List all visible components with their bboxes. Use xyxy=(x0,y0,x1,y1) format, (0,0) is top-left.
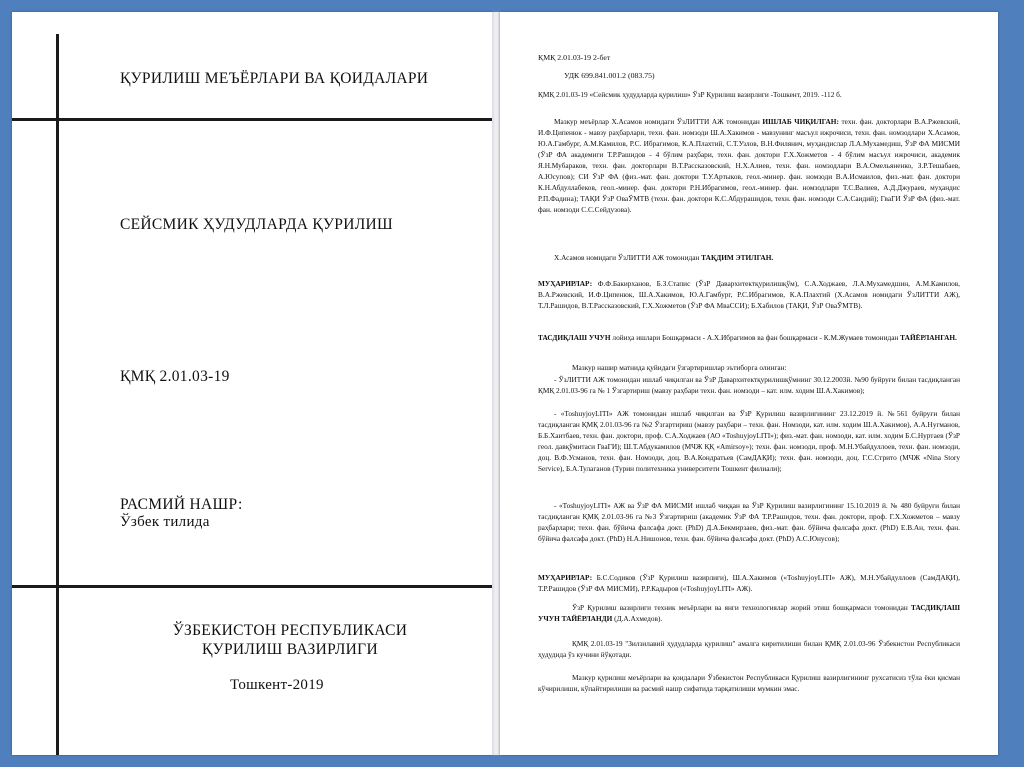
page-gutter xyxy=(492,12,500,755)
developers-bold: ИШЛАБ ЧИҚИЛГАН: xyxy=(762,117,839,126)
cover-ministry xyxy=(160,621,420,659)
developers-intro: Мазкур меъёрлар Х.Асамов номидаги ЎзЛИТТИ АЖ томонидан xyxy=(554,117,760,126)
approval-paragraph xyxy=(538,332,960,343)
cover-ministry-line1: ЎЗБЕКИСТОН РЕСПУБЛИКАСИ xyxy=(172,622,408,639)
developers-paragraph xyxy=(538,116,960,215)
cover-page xyxy=(12,12,492,755)
editors2-label: МУҲАРИРЛАР: xyxy=(538,573,593,582)
changes-intro: Мазкур нашир матнида қуйидаги ўзгартиришлар эътиборга олинган: xyxy=(572,363,787,372)
udk-code: УДК 699.841.001.2 (083.75) xyxy=(564,71,655,80)
top-horizontal-rule xyxy=(12,118,492,121)
approval-label: ТАСДИҚЛАШ УЧУН xyxy=(538,333,611,342)
cover-ministry-line2: ҚУРИЛИШ ВАЗИРЛИГИ xyxy=(202,641,378,658)
withdrawal-paragraph: ҚМҚ 2.01.03-19 "Зилзилавий ҳудудларда қурилиш" амалга киритилиши билан ҚМҚ 2.01.03-96 Ўзбекистон Республикаси ҳудудида ўз кучини йўқотади. xyxy=(538,639,960,659)
cover-title: ҚУРИЛИШ МЕЪЁРЛАРИ ВА ҚОИДАЛАРИ xyxy=(120,70,429,87)
editors-label: МУҲАРИРЛАР: xyxy=(538,279,593,288)
cover-language: Ўзбек тилида xyxy=(120,514,210,530)
imprint-page xyxy=(500,12,998,755)
imprint-header: ҚМҚ 2.01.03-19 2-бет xyxy=(538,53,611,62)
approval-bold: ТАЙЁРЛАНГАН. xyxy=(900,333,957,342)
cover-status: РАСМИЙ НАШР: xyxy=(120,496,243,513)
approval-text: лойиҳа ишлари Бошқармаси - А.Х.Ибрагимов ва фан бошқармаси - К.М.Жумаев томонидан xyxy=(612,333,899,342)
mcc-tail: (Д.А.Ахмедов). xyxy=(614,614,663,623)
editors-paragraph xyxy=(538,278,960,311)
vertical-rule xyxy=(56,34,59,755)
cover-subject: СЕЙСМИК ҲУДУДЛАРДА ҚУРИЛИШ xyxy=(120,216,393,233)
change-item-1: - ЎзЛИТТИ АЖ томонидан ишлаб чиқилган ва ЎзР Давархитектқурилишқўмнинг 30.12.2003й. №90 буйруғи билан тасдиқланган ҚМҚ 2.01.03-96 га № 1 Ўзгартириш (мавзу раҳбари техн. фан. номзоди – кат. илм. ходим Ш.А.Хакимов); xyxy=(538,375,960,395)
adoption-intro: Х.Асамов номидаги ЎзЛИТТИ АЖ томонидан xyxy=(554,253,700,262)
citation: ҚМҚ 2.01.03-19 «Сейсмик ҳудудларда қурилиш» ЎзР Қурилиш вазирлиги -Тошкент, 2019. -112 б. xyxy=(538,90,842,99)
change-item-3: - «ToshuyjoyLITI» АЖ ва ЎзР ФА МИСМИ ишлаб чиққан ва ЎзР Қурилиш вазирлигининг 15.10.2019 й. № 480 буйруғи билан тасдиқланган ҚМҚ 2.01.03-96 га №3 Ўзгартириш (академик ЎзР ФА Т.Р.Рашидов, техн. фан. доктори, проф. Г.Х.Хожметов – мавзу раҳбарлари; техн. фан. бўйича фалсафа докт. (PhD) Д.А.Бекмирзаев, физ.-мат. фан. бўйича фалсафа докт. (PhD) Е.В.Ан, техн. фан. бўйича фалсафа докт. (PhD) Н.А.Нишонов, техн. фан. бўйича фалсафа докт. (PhD) А.С.Юнусов); xyxy=(538,501,960,543)
bottom-horizontal-rule xyxy=(12,585,492,588)
change-item-2: - «ToshuyjoyLITI» АЖ томонидан ишлаб чиқилган ва ЎзР Қурилиш вазирлигининг 23.12.2019 й. №561 буйруғи билан тасдиқланган ҚМҚ 2.01.03-96 га №2 Ўзгартириш (мавзу раҳбари – техн. фан. Номзоди, кат. илм. ходим Ш.А.Хакимов), А.А.Нугманов, Б.Б.Хаитбаев, техн. фан. доктори, проф. С.А.Ходжаев (АО «ToshuyjoyLITI»); физ.-мат. фан. номзоди, кат. илм. ходим Б.С.Нуртаев (ЎзР геол. давқўмитаси ГваГИ); Ш.Т.Абдукамилов (МЧЖ ҚҚ «Amirsoy»); техн. фан. номзоди, проф. М.Н.Убайдуллоев, техн. фан. номзоди, доц. В.Ф.Усманов, техн. фан. Номзоди, доц. В.А.Кондратьев (СамДАҚИ); техн. фан. номзоди, доц. Г.С.Стрито (МЧЖ «Nina Story Service), Б.А.Тулаганов (Турин политехника университети Тошкент филиали); xyxy=(538,409,960,473)
adoption-paragraph xyxy=(538,252,960,263)
editors-paragraph-2 xyxy=(538,572,960,594)
developers-text: техн. фан. докторлари В.А.Ржевский, И.Ф.Ципенюк - мавзу раҳбарлари, техн. фан. номзоди Ш.А.Хакимов - мавзунинг масъул ижрочиси, техн. фан. номзодлари Х.Асамов, Ю.А.Гамбург, А.М.Камилов, Р.С. Ибрагимов, К.А.Плахтий, С.Т.Узлов, В.Н.Филянич, муҳандислар Л.А.Мухамедиш, ЎзР ФА МИСМИ (ЎзР ФА академиги Т.Р.Рашидов - 4 бўлим раҳбари, техн. фан. доктори Г.Х.Хожметов - 4 бўлим масъул ижрочиси, академик Я.Н.Мубараков, техн. фан. докторлари В.Т.Рассказовский, Н.Х.Алиев, техн. фан. номзодлари В.А.Омельяненко, З.Р.Тешабаев, А.Юсупов); СИ ЎзР ФА (физ.-мат. фан. доктори Т.У.Артыков, геол.-минер. фан. номзоди В.А.Исмаилов, физ.-мат. фан. доктори К.Н.Абдуллабеков, геол.-минер. фан. доктори Р.Н.Ибрагимов, геол.-минер. фан. номзодлари Т.С.Валиев, А.Д.Джураев, муҳандис Р.П.Фадина); ТАҚИ ЎзР ОваЎМТВ (техн. фан. доктори К.С.Абдурашидов, техн. фан. номзоди С.А.Саидий); ГваГИ ЎзР ФА (физ.-мат. фан. номзоди С.С.Сейдузова). xyxy=(538,117,961,214)
rights-paragraph: Мазкур қурилиш меъёрлари ва қоидалари Ўзбекистон Республикаси Қурилиш вазирлигининг рухсатисиз тўла ёки қисман кўчирилиши, кўпайтирилиши ва расмий нашр сифатида тарқатилиши мумкин эмас. xyxy=(538,673,960,693)
editors-text: Ф.Ф.Бакирханов, Б.З.Стапис (ЎзР Давархитектқурилишқўм), С.А.Ходжаев, Л.А.Мухамедшин, А.М.Камилов, В.А.Ржевский, И.Ф.Ципенюк, Ш.А.Хакимов, Ю.А.Гамбург, Р.С.Ибрагимов, К.А.Плахтий (Х.Асамов номидаги ЎзЛИТТИ АЖ), Т.Л.Рашидов, В.Т.Рассказовский, Г.Х.Хожметов (ЎзР ФА МваССИ); Б.Хабилов (ТАҚИ, ЎзР ОваЎМТВ). xyxy=(538,279,961,310)
editors2-text: Б.С.Содиков (ЎзР Қурилиш вазирлиги), Ш.А.Хакимов («ToshuyjoyLITI» АЖ), М.Н.Убайдуллоев (СамДАҚИ), Т.Р.Рашидов (ЎзР ФА МИСМИ), Р.Р.Кадыров («ToshuyjoyLITI» АЖ). xyxy=(538,573,961,593)
cover-code: ҚМҚ 2.01.03-19 xyxy=(120,368,230,385)
cover-city-year: Тошкент-2019 xyxy=(230,677,324,693)
mcc-bold: ТАСДИҚЛАШ УЧУН ТАЙЁРЛАНДИ xyxy=(538,603,960,623)
adoption-bold: ТАҚДИМ ЭТИЛГАН. xyxy=(701,253,774,262)
ministry-approval-paragraph xyxy=(538,602,960,624)
mcc-text: ЎзР Қурилиш вазирлиги техник меъёрлари ва янги технологиялар жорий этиш бошқармаси томонидан xyxy=(572,603,908,612)
